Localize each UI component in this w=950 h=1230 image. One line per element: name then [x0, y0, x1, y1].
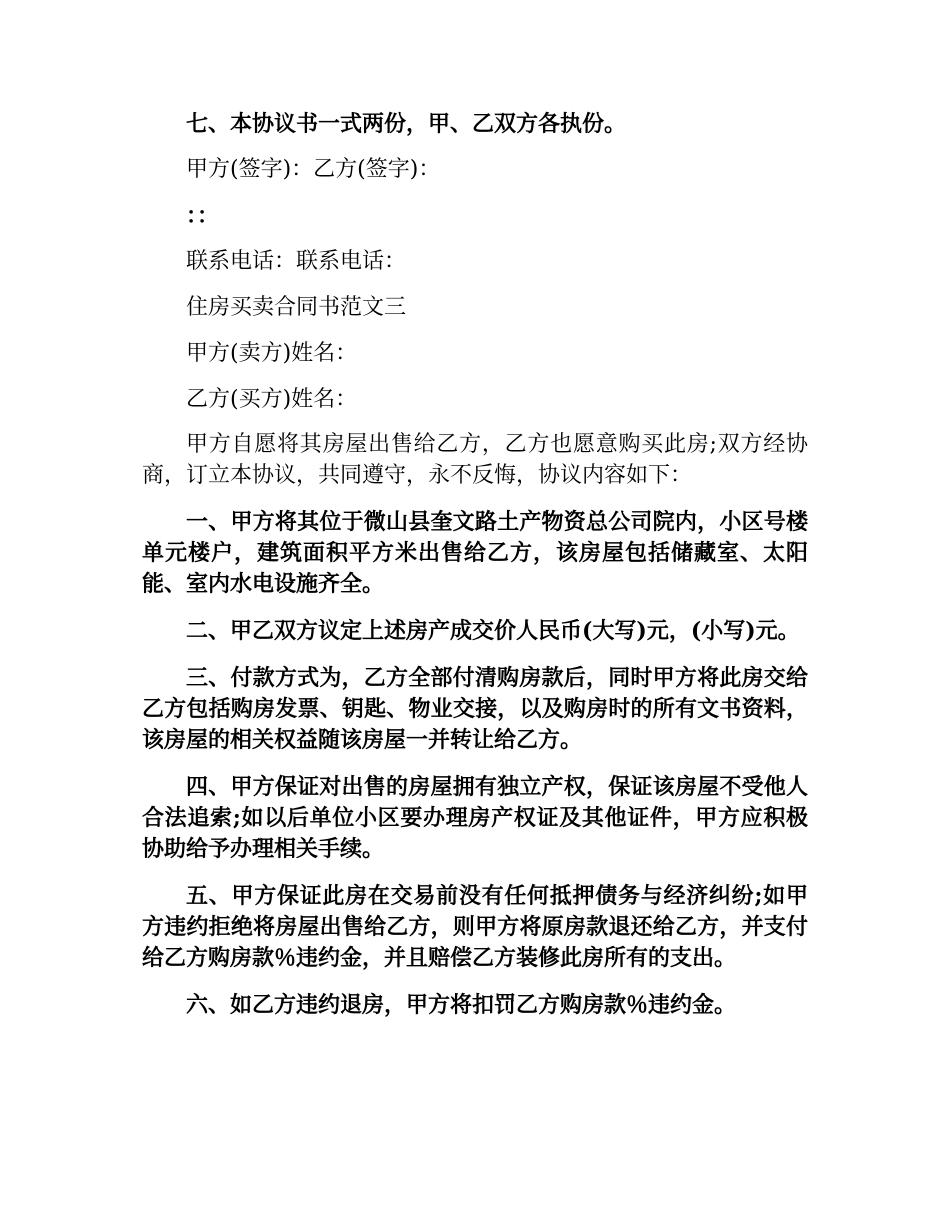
party-a-name: 甲方(卖方)姓名： — [186, 341, 358, 366]
clause-five: 五、甲方保证此房在交易前没有任何抵押债务与经济纠纷;如甲方违约拒绝将房屋出售给乙方，则甲方将原房款退还给乙方，并支付给乙方购房款％违约金，并且赔偿乙方装修此房所有的支出。 — [142, 883, 808, 971]
intro-paragraph: 甲方自愿将其房屋出售给乙方，乙方也愿意购买此房;双方经协商，订立本协议，共同遵守，永不反悔，协议内容如下： — [142, 432, 808, 488]
party-b-name: 乙方(买方)姓名： — [186, 387, 358, 412]
document-body — [142, 108, 808, 1021]
signature-line: 甲方(签字)：乙方(签字)： — [186, 157, 441, 182]
phone-line: 联系电话：联系电话： — [186, 249, 407, 274]
clause-three: 三、付款方式为，乙方全部付清购房款后，同时甲方将此房交给乙方包括购房发票、钥匙、物业交接，以及购房时的所有文书资料，该房屋的相关权益随该房屋一并转让给乙方。 — [142, 665, 808, 753]
clause-four: 四、甲方保证对出售的房屋拥有独立产权，保证该房屋不受他人合法追索;如以后单位小区要办理房产权证及其他证件，甲方应积极协助给予办理相关手续。 — [142, 774, 808, 862]
clause-six: 六、如乙方违约退房，甲方将扣罚乙方购房款％违约金。 — [186, 992, 737, 1018]
colon-line: ：： — [186, 203, 220, 229]
clause-two: 二、甲乙双方议定上述房产成交价人民币(大写)元，(小写)元。 — [186, 618, 800, 644]
clause-one: 一、甲方将其位于微山县奎文路土产物资总公司院内，小区号楼单元楼户，建筑面积平方米出售给乙方，该房屋包括储藏室、太阳能、室内水电设施齐全。 — [142, 509, 808, 597]
section-heading: 住房买卖合同书范文三 — [186, 295, 407, 320]
clause-seven: 七、本协议书一式两份，甲、乙双方各执份。 — [186, 111, 627, 137]
